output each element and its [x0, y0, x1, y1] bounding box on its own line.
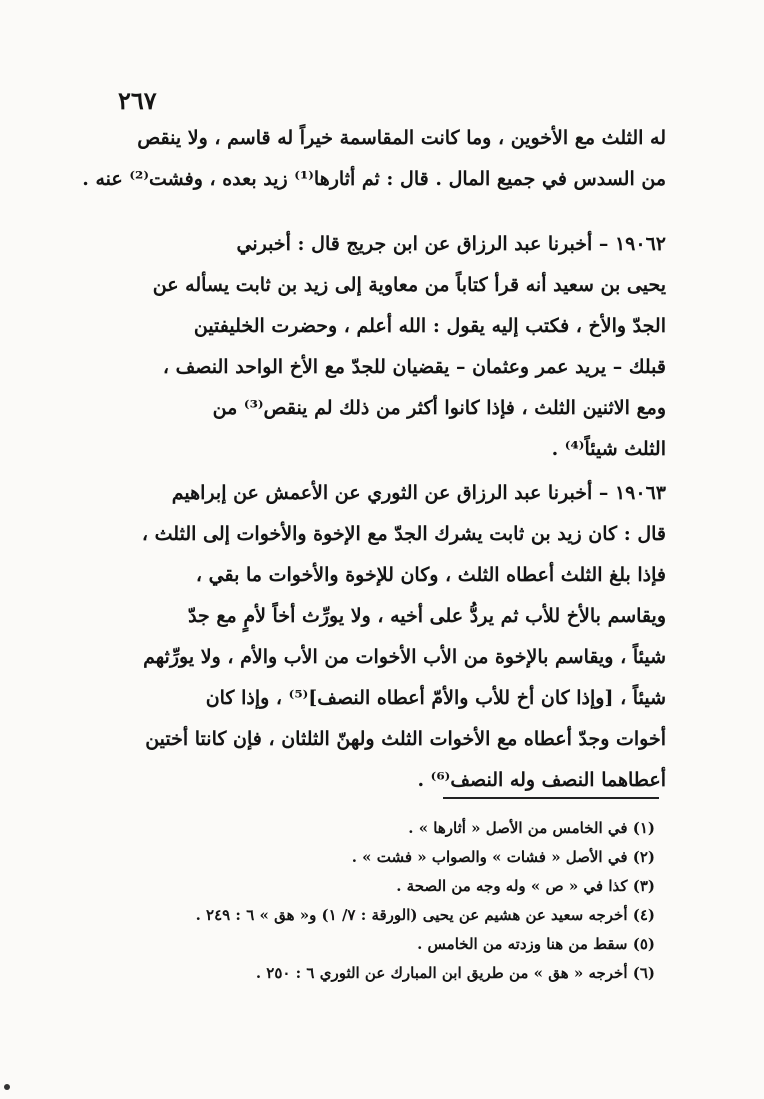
page-number: ٢٦٧: [118, 86, 157, 115]
footnote: (٥) سقط من هنا وزدته من الخامس .: [417, 935, 655, 953]
paragraph-1: [82, 118, 666, 200]
text-line: فإذا بلغ الثلث أعطاه الثلث ، وكان للإخوة والأخوات ما بقي ،: [195, 564, 666, 586]
paragraph-hadith-19062: [118, 224, 666, 470]
footnotes: [150, 814, 655, 988]
text-line: الجدّ والأخ ، فكتب إليه يقول : الله أعلم ، وحضرت الخليفتين: [193, 315, 666, 337]
text-line: له الثلث مع الأخوين ، وما كانت المقاسمة خيراً له قاسم ، ولا ينقص: [137, 127, 666, 149]
text-line: أخوات وجدّ أعطاه مع الأخوات الثلث ولهنّ الثلثان ، فإن كانتا أختين: [145, 728, 666, 750]
text-line: ١٩٠٦٣ – أخبرنا عبد الرزاق عن الثوري عن الأعمش عن إبراهيم: [171, 482, 666, 504]
text-line: شيئاً ، ويقاسم بالإخوة من الأب الأخوات من الأب والأم ، ولا يورِّثهم: [143, 646, 666, 668]
text-line: يحيى بن سعيد أنه قرأ كتاباً من معاوية إلى زيد بن ثابت يسأله عن: [152, 274, 666, 296]
footnote: (٦) أخرجه « هق » من طريق ابن المبارك عن الثوري ٦ : ٢٥٠ .: [255, 964, 655, 982]
footnote: (١) في الخامس من الأصل « أثارها » .: [408, 819, 655, 837]
text-line: من السدس في جميع المال . قال : ثم أثارها⁽¹⁾ زيد بعده ، وفشت⁽²⁾ عنه .: [82, 168, 666, 190]
text-line: ومع الاثنين الثلث ، فإذا كانوا أكثر من ذلك لم ينقص⁽³⁾ من: [212, 397, 666, 419]
text-line: شيئاً ، [وإذا كان أخ للأب والأمّ أعطاه النصف]⁽⁵⁾ ، وإذا كان: [205, 687, 666, 709]
scan-speck: [4, 1084, 10, 1090]
text-line: أعطاهما النصف وله النصف⁽⁶⁾ .: [417, 769, 666, 791]
text-line: ويقاسم بالأخ للأب ثم يردُّ على أخيه ، ولا يورِّث أخاً لأمٍ مع جدّ: [188, 605, 666, 627]
footnote: (٤) أخرجه سعيد عن هشيم عن يحيى (الورقة : ٧/ ١) و« هق » ٦ : ٢٤٩ .: [195, 906, 655, 924]
footnote: (٢) في الأصل « فشات » والصواب « فشت » .: [351, 848, 655, 866]
text-line: الثلث شيئاً⁽⁴⁾ .: [551, 438, 666, 460]
text-line: قبلك – يريد عمر وعثمان – يقضيان للجدّ مع الأخ الواحد النصف ،: [162, 356, 666, 378]
footnote: (٣) كذا في « ص » وله وجه من الصحة .: [396, 877, 655, 895]
text-line: قال : كان زيد بن ثابت يشرك الجدّ مع الإخوة والأخوات إلى الثلث ،: [141, 523, 666, 545]
paragraph-hadith-19063: [118, 473, 666, 801]
footnote-separator: [443, 797, 659, 799]
text-line: ١٩٠٦٢ – أخبرنا عبد الرزاق عن ابن جريج قال : أخبرني: [236, 233, 666, 255]
